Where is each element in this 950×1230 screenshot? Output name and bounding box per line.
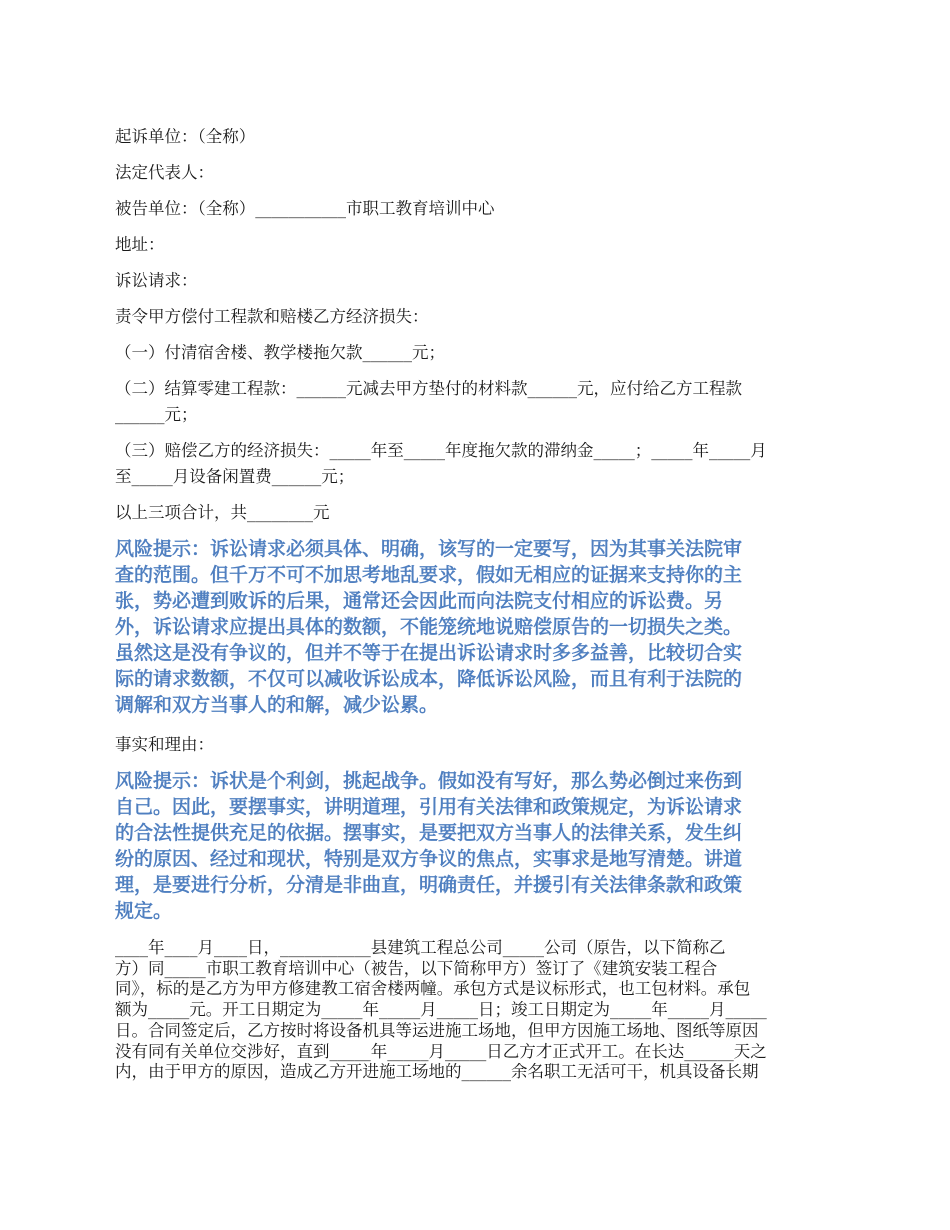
risk-tip-line: 规定。 (115, 900, 173, 922)
narrative-line: 额为_____元。开工日期定为_____年_____月_____日；竣工日期定为_____年_____月_____ (115, 1000, 767, 1020)
defendant-unit: 被告单位：（全称）___________市职工教育培训中心 (115, 199, 495, 218)
narrative-line: 没有同有关单位交涉好，直到_____年_____月_____日乙方才正式开工。在长达______天之 (115, 1041, 767, 1061)
risk-tip-line: 虽然这是没有争议的，但并不等于在提出诉讼请求时多多益善，比较切合实 (115, 642, 743, 664)
claims-total: 以上三项合计，共________元 (115, 503, 330, 522)
facts-heading: 事实和理由： (115, 735, 214, 754)
risk-tip-line: 纷的原因、经过和现状，特别是双方争议的焦点，实事求是地写清楚。讲道 (115, 848, 743, 870)
narrative-line: ____年____月____日，___________县建筑工程总公司_____公司（原告，以下简称乙 (115, 938, 726, 957)
risk-tip-line: 的合法性提供充足的依据。摆事实，是要把双方当事人的法律关系，发生纠 (115, 822, 743, 844)
legal-representative: 法定代表人： (115, 163, 214, 182)
claims-intro: 责令甲方偿付工程款和赔楼乙方经济损失： (115, 307, 429, 326)
risk-tip-line: 调解和双方当事人的和解，减少讼累。 (115, 694, 439, 716)
claim-3-line: （三）赔偿乙方的经济损失：_____年至_____年度拖欠款的滞纳金_____；_____年_____月 (115, 441, 767, 460)
facts-narrative (115, 938, 835, 1083)
address: 地址： (115, 235, 165, 254)
plaintiff-unit: 起诉单位：（全称） (115, 127, 256, 146)
risk-tip-line: 际的请求数额，不仅可以减收诉讼成本，降低诉讼风险，而且有利于法院的 (115, 668, 743, 690)
risk-tip-line: 外，诉讼请求应提出具体的数额，不能笼统地说赔偿原告的一切损失之类。 (115, 616, 743, 638)
claim-3 (115, 438, 835, 490)
risk-tip-claims (115, 536, 835, 718)
claim-1: （一）付清宿舍楼、教学楼拖欠款______元； (115, 343, 445, 362)
claim-2 (115, 376, 835, 428)
claim-2-line: ______元； (115, 405, 198, 424)
claims-heading: 诉讼请求： (115, 271, 198, 290)
risk-tip-facts (115, 768, 835, 924)
risk-tip-line: 风险提示：诉状是个利剑，挑起战争。假如没有写好，那么势必倒过来伤到 (115, 770, 743, 792)
claim-2-line: （二）结算零建工程款：______元减去甲方垫付的材料款______元，应付给乙方工程款 (115, 379, 742, 398)
narrative-line: 方）同_____市职工教育培训中心（被告，以下简称甲方）签订了《建筑安装工程合 (115, 958, 718, 978)
narrative-line: 同》，标的是乙方为甲方修建教工宿舍楼两幢。承包方式是议标形式，也工包材料。承包 (115, 979, 751, 999)
narrative-line: 日。合同签定后，乙方按时将设备机具等运进施工场地，但甲方因施工场地、图纸等原因 (115, 1020, 759, 1040)
document-page (115, 124, 835, 1083)
risk-tip-line: 自己。因此，要摆事实，讲明道理，引用有关法律和政策规定，为诉讼请求 (115, 796, 743, 818)
risk-tip-line: 张，势必遭到败诉的后果，通常还会因此而向法院支付相应的诉讼费。另 (115, 590, 724, 612)
risk-tip-line: 理，是要进行分析，分清是非曲直，明确责任，并援引有关法律条款和政策 (115, 874, 743, 896)
risk-tip-line: 查的范围。但千万不可不加思考地乱要求，假如无相应的证据来支持你的主 (115, 564, 743, 586)
narrative-line: 内，由于甲方的原因，造成乙方开进施工场地的______余名职工无活可干，机具设备长期 (115, 1062, 759, 1082)
risk-tip-line: 风险提示：诉讼请求必须具体、明确，该写的一定要写，因为其事关法院审 (115, 538, 743, 560)
claim-3-line: 至_____月设备闲置费______元； (115, 467, 355, 486)
